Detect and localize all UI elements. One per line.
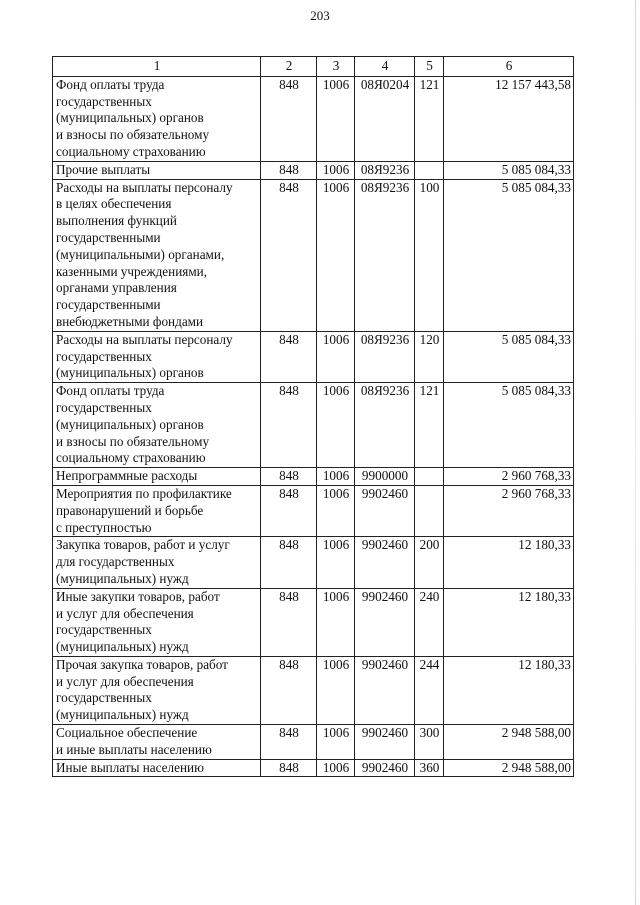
target-article-cell: 08Я0204 xyxy=(355,76,415,161)
expense-type-cell: 120 xyxy=(415,331,444,382)
scan-edge-line xyxy=(635,0,636,905)
target-article-cell: 9900000 xyxy=(355,468,415,486)
amount-cell: 2 948 588,00 xyxy=(444,759,574,777)
target-article-cell: 08Я9236 xyxy=(355,383,415,468)
target-article-cell: 08Я9236 xyxy=(355,331,415,382)
section-code-cell: 1006 xyxy=(317,656,355,724)
expense-type-cell: 121 xyxy=(415,76,444,161)
table-row xyxy=(53,656,574,724)
admin-code-cell: 848 xyxy=(261,588,317,656)
table-row xyxy=(53,588,574,656)
section-code-cell: 1006 xyxy=(317,537,355,588)
admin-code-cell: 848 xyxy=(261,656,317,724)
amount-cell: 5 085 084,33 xyxy=(444,383,574,468)
section-code-cell: 1006 xyxy=(317,331,355,382)
target-article-cell: 9902460 xyxy=(355,656,415,724)
admin-code-cell: 848 xyxy=(261,537,317,588)
expense-type-cell: 300 xyxy=(415,725,444,760)
row-name-cell: Расходы на выплаты персоналу государственных (муниципальных) органов xyxy=(53,331,261,382)
section-code-cell: 1006 xyxy=(317,759,355,777)
expense-type-cell: 200 xyxy=(415,537,444,588)
expense-type-cell: 240 xyxy=(415,588,444,656)
row-name-cell: Закупка товаров, работ и услуг для государственных (муниципальных) нужд xyxy=(53,537,261,588)
amount-cell: 5 085 084,33 xyxy=(444,331,574,382)
admin-code-cell: 848 xyxy=(261,759,317,777)
admin-code-cell: 848 xyxy=(261,725,317,760)
header-cell: 2 xyxy=(261,57,317,77)
amount-cell: 2 948 588,00 xyxy=(444,725,574,760)
expense-type-cell: 244 xyxy=(415,656,444,724)
table-row xyxy=(53,383,574,468)
row-name-cell: Прочая закупка товаров, работ и услуг для обеспечения государственных (муниципальных) нужд xyxy=(53,656,261,724)
amount-cell: 12 157 443,58 xyxy=(444,76,574,161)
admin-code-cell: 848 xyxy=(261,161,317,179)
expense-type-cell xyxy=(415,161,444,179)
section-code-cell: 1006 xyxy=(317,179,355,331)
target-article-cell: 08Я9236 xyxy=(355,179,415,331)
admin-code-cell: 848 xyxy=(261,468,317,486)
admin-code-cell: 848 xyxy=(261,383,317,468)
table-row xyxy=(53,76,574,161)
admin-code-cell: 848 xyxy=(261,485,317,536)
section-code-cell: 1006 xyxy=(317,76,355,161)
target-article-cell: 9902460 xyxy=(355,588,415,656)
table-row xyxy=(53,331,574,382)
section-code-cell: 1006 xyxy=(317,485,355,536)
admin-code-cell: 848 xyxy=(261,179,317,331)
admin-code-cell: 848 xyxy=(261,76,317,161)
row-name-cell: Фонд оплаты труда государственных (муниципальных) органов и взносы по обязательному социальному страхованию xyxy=(53,383,261,468)
amount-cell: 5 085 084,33 xyxy=(444,161,574,179)
amount-cell: 5 085 084,33 xyxy=(444,179,574,331)
table-row xyxy=(53,179,574,331)
amount-cell: 2 960 768,33 xyxy=(444,485,574,536)
header-cell: 4 xyxy=(355,57,415,77)
table-row xyxy=(53,161,574,179)
header-row xyxy=(53,57,574,77)
table-row xyxy=(53,485,574,536)
admin-code-cell: 848 xyxy=(261,331,317,382)
expense-type-cell xyxy=(415,485,444,536)
budget-table xyxy=(52,56,574,777)
row-name-cell: Фонд оплаты труда государственных (муниципальных) органов и взносы по обязательному социальному страхованию xyxy=(53,76,261,161)
target-article-cell: 08Я9236 xyxy=(355,161,415,179)
row-name-cell: Иные выплаты населению xyxy=(53,759,261,777)
row-name-cell: Мероприятия по профилактике правонарушений и борьбе с преступностью xyxy=(53,485,261,536)
section-code-cell: 1006 xyxy=(317,588,355,656)
amount-cell: 12 180,33 xyxy=(444,537,574,588)
header-cell: 1 xyxy=(53,57,261,77)
header-cell: 6 xyxy=(444,57,574,77)
amount-cell: 12 180,33 xyxy=(444,656,574,724)
target-article-cell: 9902460 xyxy=(355,725,415,760)
table-row xyxy=(53,468,574,486)
expense-type-cell xyxy=(415,468,444,486)
section-code-cell: 1006 xyxy=(317,383,355,468)
target-article-cell: 9902460 xyxy=(355,537,415,588)
row-name-cell: Социальное обеспечение и иные выплаты населению xyxy=(53,725,261,760)
page-number: 203 xyxy=(310,8,330,23)
section-code-cell: 1006 xyxy=(317,161,355,179)
section-code-cell: 1006 xyxy=(317,468,355,486)
expense-type-cell: 121 xyxy=(415,383,444,468)
expense-type-cell: 100 xyxy=(415,179,444,331)
row-name-cell: Расходы на выплаты персоналу в целях обеспечения выполнения функций государственными (муниципальными) органами, казенными учреждениями, органами управления государственными внебюджетными фондами xyxy=(53,179,261,331)
header-cell: 3 xyxy=(317,57,355,77)
target-article-cell: 9902460 xyxy=(355,485,415,536)
section-code-cell: 1006 xyxy=(317,725,355,760)
row-name-cell: Прочие выплаты xyxy=(53,161,261,179)
table-row xyxy=(53,725,574,760)
amount-cell: 2 960 768,33 xyxy=(444,468,574,486)
row-name-cell: Непрограммные расходы xyxy=(53,468,261,486)
table-row xyxy=(53,759,574,777)
header-cell: 5 xyxy=(415,57,444,77)
expense-type-cell: 360 xyxy=(415,759,444,777)
target-article-cell: 9902460 xyxy=(355,759,415,777)
row-name-cell: Иные закупки товаров, работ и услуг для обеспечения государственных (муниципальных) нужд xyxy=(53,588,261,656)
table-row xyxy=(53,537,574,588)
amount-cell: 12 180,33 xyxy=(444,588,574,656)
